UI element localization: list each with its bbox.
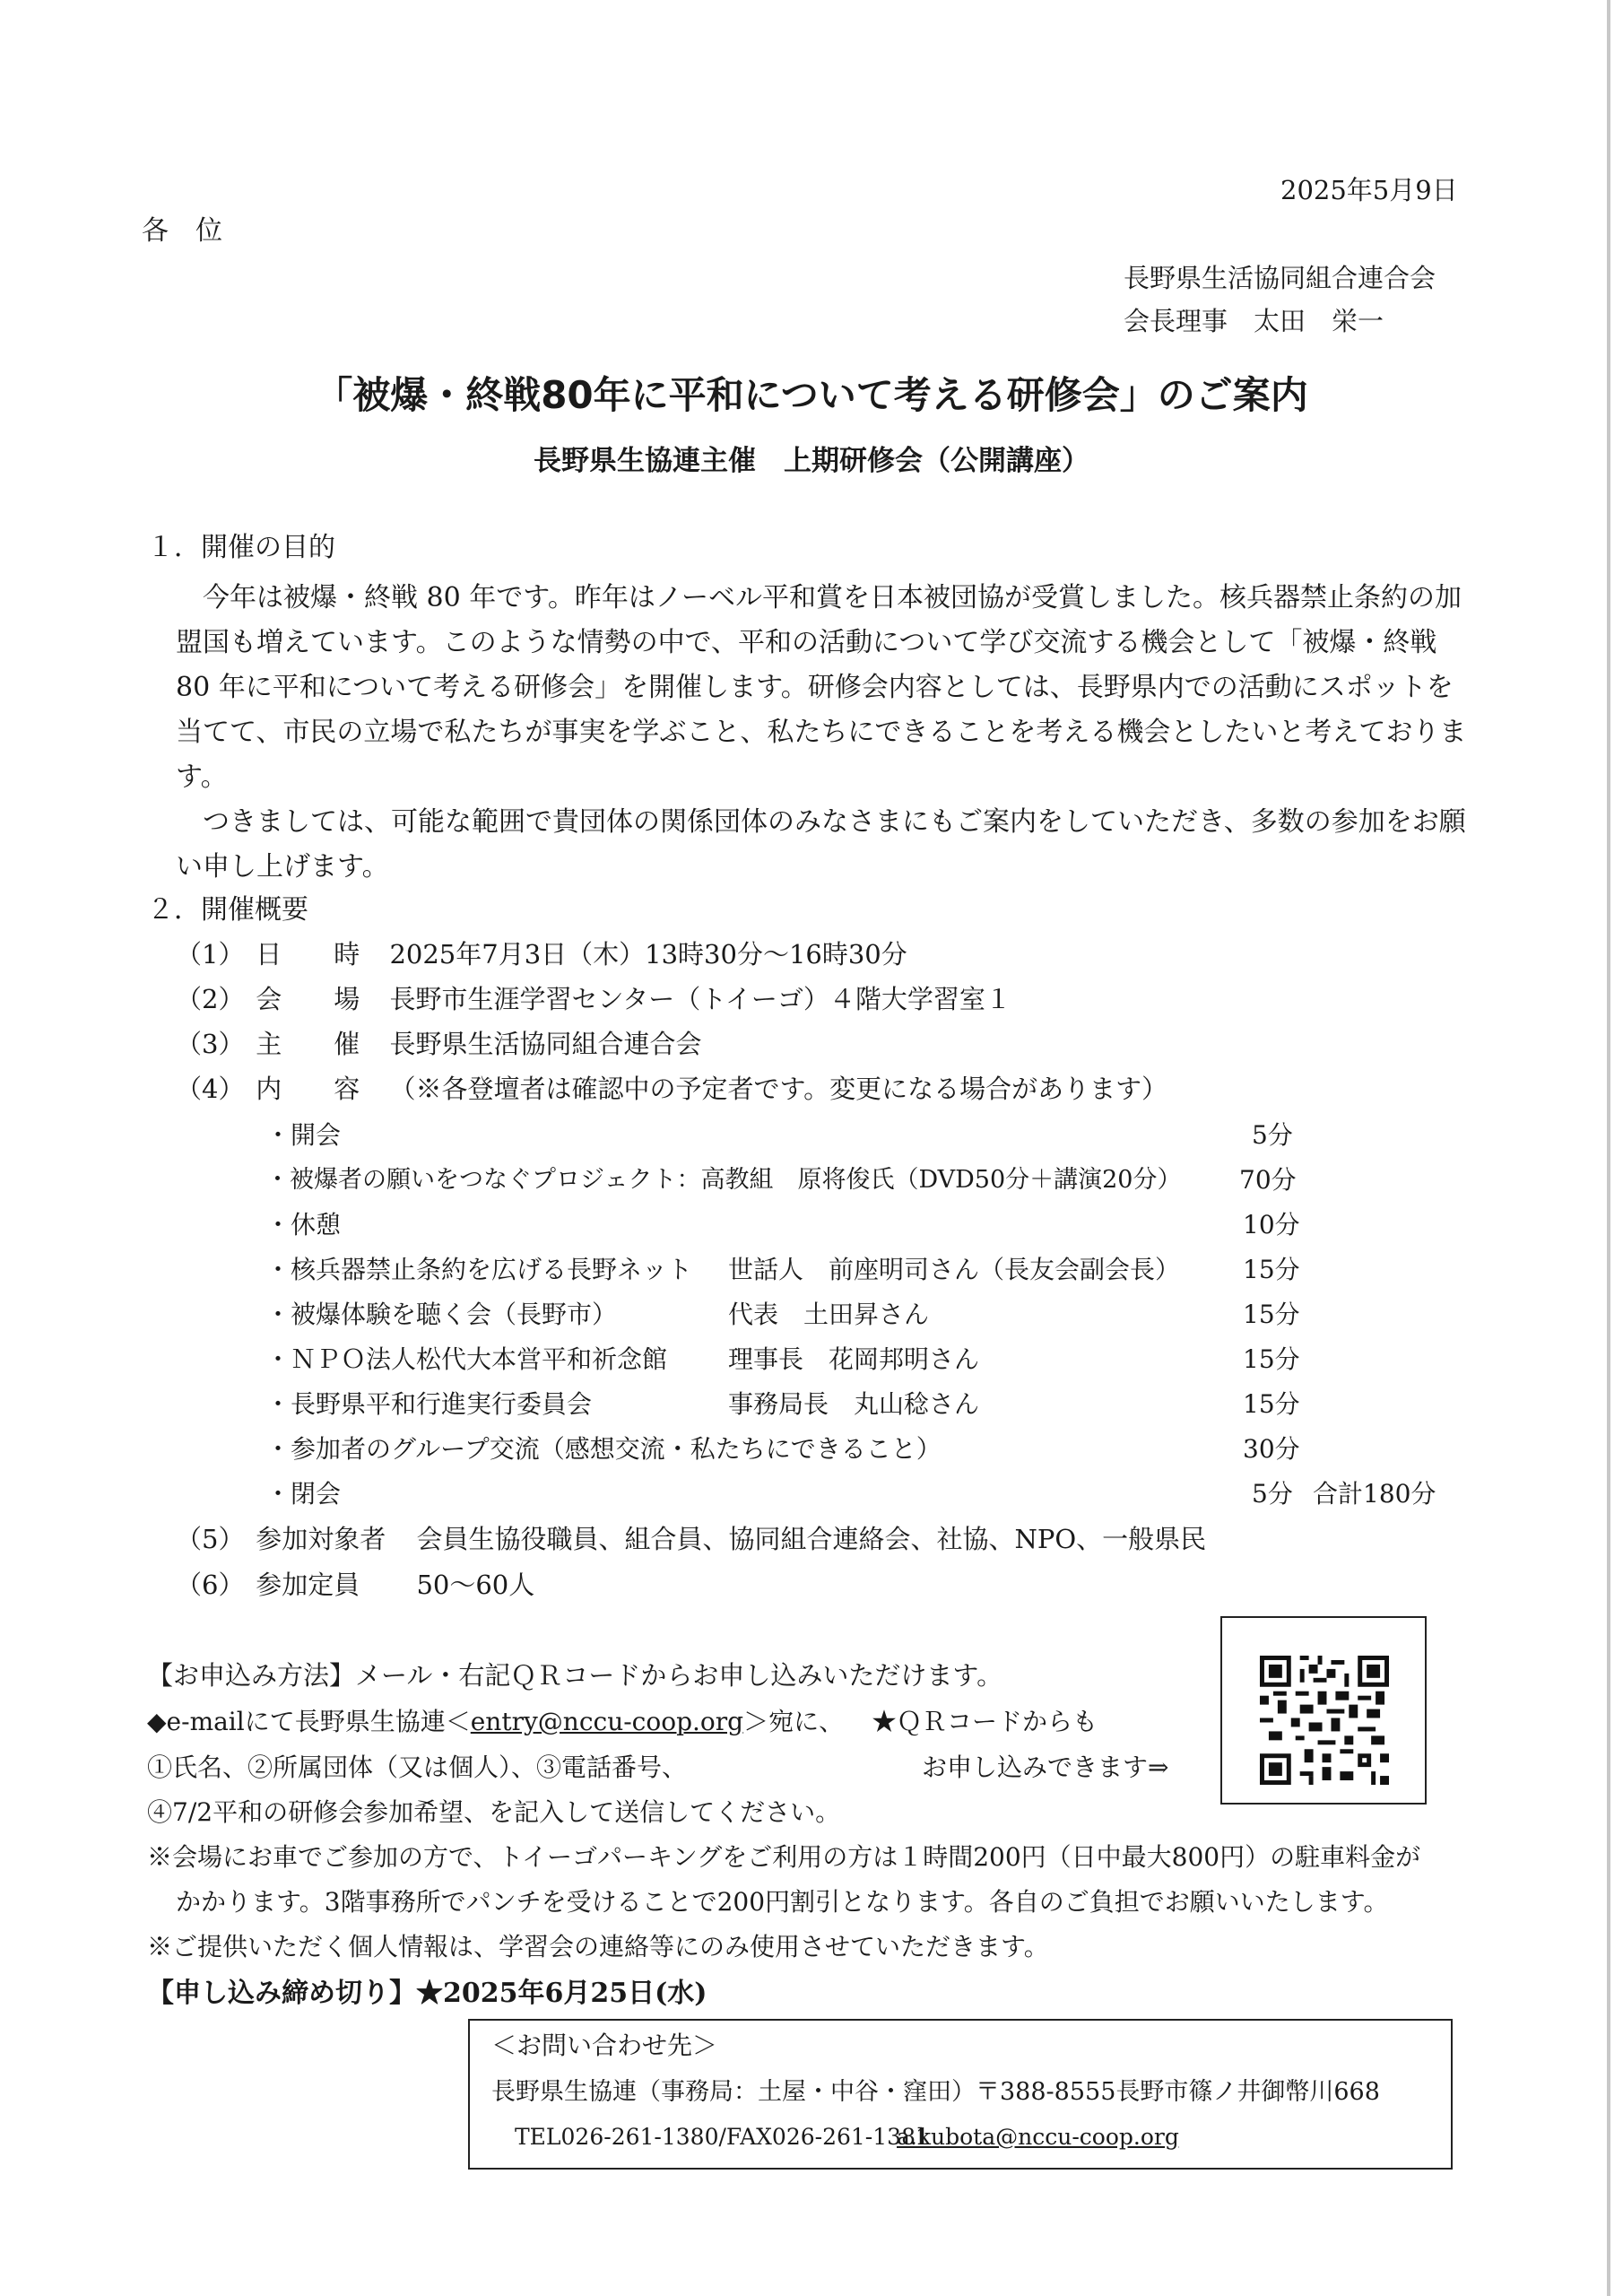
email-prefix: ◆e-mailにて長野県生協連＜ — [147, 1707, 471, 1736]
item-value: 50～60人 — [416, 1570, 535, 1600]
program-duration: 30分 — [1243, 1434, 1300, 1464]
purpose-paragraph-2: つきましては、可能な範囲で貴団体の関係団体のみなさまにもご案内をしていただき、多数の参加をお願い申し上げます。 — [176, 806, 1466, 883]
sender-signer: 会長理事 太田 栄一 — [1124, 306, 1384, 336]
item-value: 長野県生活協同組合連合会 — [389, 1029, 702, 1059]
program-duration: 5分 — [1252, 1479, 1293, 1509]
page-title: 「被爆・終戦80年に平和について考える研修会」のご案内 — [315, 373, 1308, 417]
deadline: 【申し込み締め切り】★2025年6月25日(水) — [147, 1978, 707, 2009]
parking-note-1: ※会場にお車でご参加の方で、トイーゴパーキングをご利用の方は１時間200円（日中最大800円）の駐車料金が — [147, 1842, 1421, 1872]
item-label: 内 容 — [256, 1074, 360, 1104]
application-heading: 【お申込み方法】メール・右記ＱＲコードからお申し込みいただけます。 — [147, 1660, 1003, 1691]
parking-note-2: かかります。3階事務所でパンチを受けることで200円割引となります。各自のご負担でお願いいたします。 — [176, 1887, 1389, 1917]
program-title: ・休憩 — [265, 1210, 342, 1239]
program-duration: 15分 — [1243, 1255, 1300, 1284]
item-label: 会 場 — [256, 984, 360, 1014]
privacy-note: ※ご提供いただく個人情報は、学習会の連絡等にのみ使用させていただきます。 — [147, 1932, 1049, 1961]
item-number: （5） — [176, 1524, 245, 1554]
item-number: （2） — [176, 984, 245, 1014]
contact-box — [468, 2019, 1453, 2170]
addressee: 各 位 — [142, 215, 222, 247]
application-line-3: ④7/2平和の研修会参加希望、を記入して送信してください。 — [147, 1797, 841, 1827]
item-label: 日 時 — [256, 939, 360, 970]
program-title: ・長野県平和行進実行委員会 — [265, 1389, 593, 1419]
item-value: （※各登壇者は確認中の予定者です。変更になる場合があります） — [389, 1074, 1168, 1104]
program-total: 合計180分 — [1313, 1479, 1436, 1509]
overview-item — [176, 983, 1011, 1015]
program-duration: 15分 — [1243, 1389, 1300, 1419]
program-speaker: 代表 土田昇さん — [728, 1300, 930, 1329]
application-line-2: ①氏名、②所属団体（又は個人）、③電話番号、 — [147, 1752, 688, 1782]
contact-address: 長野県生協連（事務局：土屋・中谷・窪田）〒388-8555長野市篠ノ井御幣川668 — [491, 2078, 1380, 2106]
overview-item — [176, 938, 907, 970]
item-value: 長野市生涯学習センター（トイーゴ）４階大学習室１ — [389, 984, 1011, 1014]
item-value: 2025年7月3日（木）13時30分～16時30分 — [389, 939, 907, 970]
item-number: （3） — [176, 1029, 245, 1059]
contact-heading: ＜お問い合わせ先＞ — [491, 2031, 718, 2060]
qr-note-2: お申し込みできます⇒ — [922, 1752, 1169, 1782]
program-duration: 15分 — [1243, 1300, 1300, 1329]
purpose-paragraph-1: 今年は被爆・終戦 80 年です。昨年はノーベル平和賞を日本被団協が受賞しました。核兵器禁止条約の加盟国も増えています。このような情勢の中で、平和の活動について学び交流する機会として「被爆・終戦 80 年に平和について考える研修会」を開催します。研修会内容としては、長野県内での活動にスポットを当てて、市民の立場で私たちが事実を学ぶこと、私たちにできることを考える機会としたいと考えております。 — [176, 582, 1467, 793]
qr-code-icon[interactable] — [1260, 1656, 1389, 1785]
overview-item — [176, 1028, 701, 1060]
overview-item — [176, 1073, 1167, 1105]
item-label: 参加定員 — [256, 1570, 360, 1600]
program-duration: 5分 — [1252, 1120, 1293, 1150]
section-heading-overview: ２．開催概要 — [147, 894, 308, 926]
overview-item — [176, 1569, 534, 1601]
program-title: ・ＮＰＯ法人松代大本営平和祈念館 — [265, 1344, 668, 1374]
page-subtitle: 長野県生協連主催 上期研修会（公開講座） — [534, 445, 1089, 477]
purpose-body — [176, 576, 1467, 890]
qr-note-1: ★ＱＲコードからも — [872, 1707, 1098, 1736]
program-duration: 10分 — [1243, 1210, 1300, 1239]
overview-item — [176, 1523, 1206, 1555]
document-date: 2025年5月9日 — [1280, 175, 1458, 205]
program-title: ・閉会 — [265, 1479, 342, 1509]
qr-code-box[interactable] — [1220, 1616, 1427, 1805]
sender-org: 長野県生活協同組合連合会 — [1124, 263, 1436, 293]
program-speaker: 事務局長 丸山稔さん — [728, 1389, 980, 1419]
program-title: ・核兵器禁止条約を広げる長野ネット — [265, 1255, 693, 1284]
contact-email-link[interactable]: a.kubota@nccu-coop.org — [897, 2124, 1179, 2150]
program-title: ・被爆者の願いをつなぐプロジェクト：高教組 原将俊氏（DVD50分＋講演20分） — [265, 1166, 1182, 1194]
item-value: 会員生協役職員、組合員、協同組合連絡会、社協、NPO、一般県民 — [416, 1524, 1207, 1554]
program-title: ・参加者のグループ交流（感想交流・私たちにできること） — [265, 1434, 942, 1464]
application-email-line — [147, 1706, 844, 1738]
program-duration: 70分 — [1239, 1165, 1297, 1195]
item-label: 主 催 — [256, 1029, 360, 1059]
program-speaker: 世話人 前座明司さん（長友会副会長） — [728, 1255, 1181, 1284]
contact-phone-fax: TEL026-261-1380/FAX026-261-1381 — [515, 2124, 930, 2150]
item-number: （4） — [176, 1074, 245, 1104]
entry-email-link[interactable]: entry@nccu-coop.org — [470, 1707, 744, 1736]
section-heading-purpose: １．開催の目的 — [147, 532, 335, 563]
program-title: ・開会 — [265, 1120, 342, 1150]
program-duration: 15分 — [1243, 1344, 1300, 1374]
program-speaker: 理事長 花岡邦明さん — [728, 1344, 980, 1374]
email-suffix: ＞宛に、 — [743, 1707, 845, 1736]
item-number: （6） — [176, 1570, 245, 1600]
item-label: 参加対象者 — [256, 1524, 386, 1554]
program-title: ・被爆体験を聴く会（長野市） — [265, 1300, 618, 1329]
scan-edge — [1607, 0, 1610, 2296]
item-number: （1） — [176, 939, 245, 970]
